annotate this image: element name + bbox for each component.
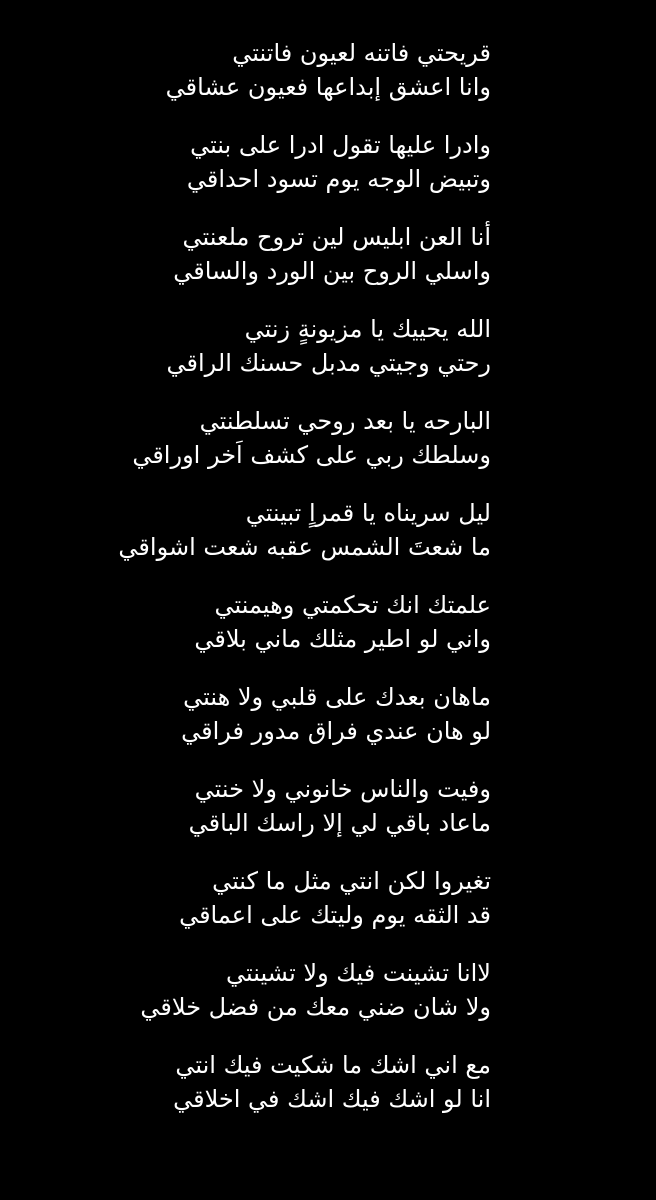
stanza-8 — [0, 680, 656, 772]
verse-line: وفيت والناس خانوني ولا خنتي — [194, 775, 491, 803]
verse-line: وادرا عليها تقول ادرا على بنتي — [190, 131, 491, 159]
verse-line: أنا العن ابليس لين تروح ملعنتي — [182, 223, 491, 251]
stanza-12 — [0, 1048, 656, 1140]
stanza-4 — [0, 312, 656, 404]
stanza-11 — [0, 956, 656, 1048]
stanza-10 — [0, 864, 656, 956]
verse-line: ماعاد باقي لي إلا راسك الباقي — [188, 809, 491, 837]
verse-line: وتبيض الوجه يوم تسود احداقي — [186, 165, 491, 193]
stanza-7 — [0, 588, 656, 680]
verse-line: ما شعتَ الشمس عقبه شعت اشواقي — [118, 533, 491, 561]
stanza-6 — [0, 496, 656, 588]
verse-line: الله يحييك يا مزيونةٍ زنتي — [244, 315, 491, 343]
verse-line: قريحتي فاتنه لعيون فاتنتي — [232, 39, 491, 67]
stanza-5 — [0, 404, 656, 496]
verse-line: رحتي وجيتي مدبل حسنك الراقي — [166, 349, 491, 377]
stanza-9 — [0, 772, 656, 864]
verse-line: ولا شان ضني معك من فضل خلاقي — [140, 993, 491, 1021]
verse-line: قد الثقه يوم وليتك على اعماقي — [179, 901, 491, 929]
verse-line: واسلي الروح بين الورد والساقي — [173, 257, 491, 285]
verse-line: لاانا تشينت فيك ولا تشينتي — [225, 959, 491, 987]
verse-line: وانا اعشق إبداعها فعيون عشاقي — [165, 73, 491, 101]
verse-line: تغيروا لكن انتي مثل ما كنتي — [212, 867, 491, 895]
verse-line: مع اني اشك ما شكيت فيك انتي — [175, 1051, 491, 1079]
poem — [0, 36, 656, 1140]
verse-line: ليل سريناه يا قمراٍ تبينتي — [245, 499, 491, 527]
stanza-2 — [0, 128, 656, 220]
verse-line: علمتك انك تحكمتي وهيمنتي — [214, 591, 491, 619]
verse-line: ماهان بعدك على قلبي ولا هنتي — [183, 683, 491, 711]
stanza-3 — [0, 220, 656, 312]
verse-line: وسلطك ربي على كشف اَخر اوراقي — [132, 441, 491, 469]
verse-line: انا لو اشك فيك اشك في اخلاقي — [173, 1085, 491, 1113]
verse-line: لو هان عندي فراق مدور فراقي — [181, 717, 491, 745]
verse-line: البارحه يا بعد روحي تسلطنتي — [199, 407, 491, 435]
verse-line: واني لو اطير مثلك ماني بلاقي — [194, 625, 491, 653]
stanza-1 — [0, 36, 656, 128]
